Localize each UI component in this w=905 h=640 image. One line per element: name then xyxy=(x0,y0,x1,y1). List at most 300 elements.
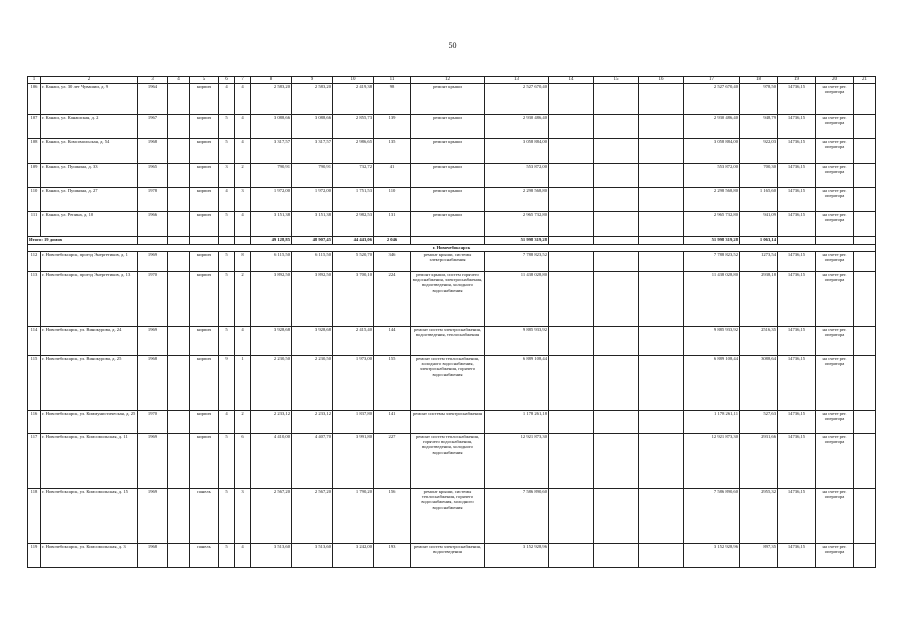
empty-cell xyxy=(639,139,684,164)
table-row xyxy=(28,212,876,237)
empty-cell xyxy=(854,115,876,139)
residents-cell: 193 xyxy=(374,544,411,568)
table-row xyxy=(28,489,876,544)
entrances-cell: 8 xyxy=(235,252,251,272)
column-number: 11 xyxy=(374,77,411,84)
living-area-cell: 1 790,20 xyxy=(333,489,374,544)
residents-cell: 110 xyxy=(374,188,411,212)
city-header-row xyxy=(28,245,876,252)
total-label: Итого: 19 домов xyxy=(28,237,138,245)
year-cell: 1970 xyxy=(138,272,168,327)
total-area-cell: 3 928,68 xyxy=(251,327,292,356)
address-cell: г. Новочебоксарск, ул. Комсомольская, д. 11 xyxy=(41,434,138,489)
empty-cell xyxy=(549,434,594,489)
work-type-cell: ремонт крыши xyxy=(411,115,485,139)
column-number: 19 xyxy=(778,77,816,84)
column-number: 18 xyxy=(740,77,778,84)
empty-cell xyxy=(854,212,876,237)
empty-cell xyxy=(168,164,190,188)
column-number: 9 xyxy=(292,77,333,84)
entrances-cell: 2 xyxy=(235,272,251,327)
year-cell: 1968 xyxy=(138,356,168,411)
empty-cell xyxy=(594,212,639,237)
entrances-cell: 4 xyxy=(235,327,251,356)
column-number: 20 xyxy=(816,77,854,84)
area-cell: 4 407,70 xyxy=(292,434,333,489)
living-area-cell: 2 982,53 xyxy=(333,212,374,237)
row-number: 113 xyxy=(28,272,41,327)
funding-method-cell: на счете рег. оператора xyxy=(816,188,854,212)
residents-cell: 155 xyxy=(374,356,411,411)
cost-per-m2-cell: 700,30 xyxy=(740,164,778,188)
empty-cell xyxy=(168,115,190,139)
funding-method-cell: на счете рег. оператора xyxy=(816,115,854,139)
empty-cell xyxy=(549,272,594,327)
row-number: 116 xyxy=(28,411,41,434)
year-cell: 1968 xyxy=(138,544,168,568)
row-number: 112 xyxy=(28,252,41,272)
empty-cell xyxy=(854,164,876,188)
total-area-cell: 3 317,57 xyxy=(251,139,292,164)
residents-cell: 41 xyxy=(374,164,411,188)
address-cell: г. Канаш, ул. Пушкина, д. 33 xyxy=(41,164,138,188)
empty-cell xyxy=(549,327,594,356)
floors-cell: 5 xyxy=(219,252,235,272)
floors-cell: 5 xyxy=(219,327,235,356)
limit-cost-cell: 14736,15 xyxy=(778,327,816,356)
area-cell: 3 513,60 xyxy=(292,544,333,568)
floors-cell: 5 xyxy=(219,434,235,489)
empty-cell xyxy=(594,115,639,139)
empty-cell xyxy=(549,489,594,544)
floors-cell: 4 xyxy=(219,411,235,434)
work-type-cell: ремонт системы электроснабжения xyxy=(411,411,485,434)
empty-cell xyxy=(594,237,639,245)
address-cell: г. Канаш, ул. Комсомольская, д. 54 xyxy=(41,139,138,164)
cost-per-m2-cell: 1 165,60 xyxy=(740,188,778,212)
living-area-cell: 2 415,40 xyxy=(333,327,374,356)
empty-cell xyxy=(639,212,684,237)
total-area-cell: 3 513,60 xyxy=(251,544,292,568)
year-cell: 1967 xyxy=(138,115,168,139)
empty-cell xyxy=(639,489,684,544)
row-number: 110 xyxy=(28,188,41,212)
cost-total-cell: 3 058 884,00 xyxy=(684,139,740,164)
entrances-cell: 2 xyxy=(235,164,251,188)
floors-cell: 4 xyxy=(219,84,235,115)
empty-cell xyxy=(168,411,190,434)
empty-cell xyxy=(639,188,684,212)
cost-total-cell: 3 152 928,96 xyxy=(684,544,740,568)
empty-cell xyxy=(594,188,639,212)
material-cell: кирпич xyxy=(190,272,219,327)
cost-cell: 7 788 823,52 xyxy=(485,252,549,272)
limit-cost-cell: 14736,15 xyxy=(778,544,816,568)
area-cell: 1 972,00 xyxy=(292,188,333,212)
total-per-m2: 1 063,14 xyxy=(740,237,778,245)
empty-cell xyxy=(549,252,594,272)
cost-per-m2-cell: 978,50 xyxy=(740,84,778,115)
row-number: 119 xyxy=(28,544,41,568)
total-area-cell: 1 972,00 xyxy=(251,188,292,212)
area-cell: 2 567,20 xyxy=(292,489,333,544)
limit-cost-cell: 14736,15 xyxy=(778,84,816,115)
living-area-cell: 2 855,73 xyxy=(333,115,374,139)
empty-cell xyxy=(549,115,594,139)
material-cell: кирпич xyxy=(190,212,219,237)
limit-cost-cell: 14736,15 xyxy=(778,434,816,489)
empty-cell xyxy=(594,164,639,188)
living-area-cell: 1 973,00 xyxy=(333,356,374,411)
limit-cost-cell: 14736,15 xyxy=(778,164,816,188)
work-type-cell: ремонт крыши xyxy=(411,164,485,188)
row-number: 111 xyxy=(28,212,41,237)
empty-cell xyxy=(549,164,594,188)
column-number: 12 xyxy=(411,77,485,84)
area-cell: 3 928,68 xyxy=(292,327,333,356)
material-cell: кирпич xyxy=(190,84,219,115)
table-row xyxy=(28,434,876,489)
funding-method-cell: на счете рег. оператора xyxy=(816,164,854,188)
living-area-cell: 5 520,70 xyxy=(333,252,374,272)
limit-cost-cell: 14736,15 xyxy=(778,212,816,237)
material-cell: кирпич xyxy=(190,434,219,489)
cost-cell: 6 889 108,44 xyxy=(485,356,549,411)
residents-cell: 346 xyxy=(374,252,411,272)
column-number: 14 xyxy=(549,77,594,84)
total-cost17: 51 998 319,28 xyxy=(684,237,740,245)
entrances-cell: 1 xyxy=(235,356,251,411)
cost-cell: 2 298 568,80 xyxy=(485,188,549,212)
empty-cell xyxy=(594,544,639,568)
cost-per-m2-cell: 3088,64 xyxy=(740,356,778,411)
total-area-cell: 6 115,50 xyxy=(251,252,292,272)
total-area: 49 128,85 xyxy=(251,237,292,245)
empty-cell xyxy=(138,237,168,245)
cost-cell: 11 438 028,80 xyxy=(485,272,549,327)
empty-cell xyxy=(594,434,639,489)
total-area-cell: 2 583,20 xyxy=(251,84,292,115)
total-cost: 51 998 319,28 xyxy=(485,237,549,245)
empty-cell xyxy=(854,252,876,272)
cost-total-cell: 553 872,00 xyxy=(684,164,740,188)
material-cell: кирпич xyxy=(190,164,219,188)
work-type-cell: ремонт крыши, систем горячего водоснабжения, электроснабжения, водоотведения, холодного водоснабжения xyxy=(411,272,485,327)
empty-cell xyxy=(854,489,876,544)
empty-cell xyxy=(594,411,639,434)
empty-cell xyxy=(639,411,684,434)
cost-cell: 2 965 732,80 xyxy=(485,212,549,237)
area-cell: 790,91 xyxy=(292,164,333,188)
address-cell: г. Канаш, ул. 30 лет Чувашии, д. 9 xyxy=(41,84,138,115)
residents-cell: 144 xyxy=(374,327,411,356)
funding-method-cell: на счете рег. оператора xyxy=(816,252,854,272)
cost-per-m2-cell: 897,35 xyxy=(740,544,778,568)
total-living-area: 44 443,06 xyxy=(333,237,374,245)
cost-cell: 553 872,00 xyxy=(485,164,549,188)
table-row xyxy=(28,327,876,356)
year-cell: 1969 xyxy=(138,489,168,544)
empty-cell xyxy=(854,84,876,115)
cost-cell: 1 178 261,18 xyxy=(485,411,549,434)
entrances-cell: 6 xyxy=(235,434,251,489)
cost-per-m2-cell: 527,63 xyxy=(740,411,778,434)
total-area-cell: 2 567,20 xyxy=(251,489,292,544)
table-row xyxy=(28,164,876,188)
empty-cell xyxy=(549,237,594,245)
column-number: 6 xyxy=(219,77,235,84)
empty-cell xyxy=(854,272,876,327)
residents-cell: 156 xyxy=(374,489,411,544)
cost-total-cell: 7 788 823,52 xyxy=(684,252,740,272)
empty-cell xyxy=(168,544,190,568)
table-row xyxy=(28,252,876,272)
total-area-cell: 790,91 xyxy=(251,164,292,188)
residents-cell: 98 xyxy=(374,84,411,115)
area-cell: 3 892,50 xyxy=(292,272,333,327)
empty-cell xyxy=(168,434,190,489)
cost-cell: 2 527 670,40 xyxy=(485,84,549,115)
address-cell: г. Новочебоксарск, ул. Винокурова, д. 24 xyxy=(41,327,138,356)
empty-cell xyxy=(639,544,684,568)
funding-method-cell: на счете рег. оператора xyxy=(816,411,854,434)
material-cell: кирпич xyxy=(190,252,219,272)
empty-cell xyxy=(816,237,854,245)
cost-total-cell: 6 889 108,44 xyxy=(684,356,740,411)
limit-cost-cell: 14736,15 xyxy=(778,356,816,411)
empty-cell xyxy=(168,489,190,544)
floors-cell: 5 xyxy=(219,139,235,164)
empty-cell xyxy=(168,252,190,272)
funding-method-cell: на счете рег. оператора xyxy=(816,356,854,411)
year-cell: 1978 xyxy=(138,188,168,212)
residents-cell: 139 xyxy=(374,115,411,139)
empty-cell xyxy=(594,356,639,411)
empty-cell xyxy=(168,139,190,164)
area-cell: 3 151,38 xyxy=(292,212,333,237)
housing-registry-table xyxy=(27,76,876,568)
entrances-cell: 4 xyxy=(235,115,251,139)
year-cell: 1964 xyxy=(138,84,168,115)
row-number: 109 xyxy=(28,164,41,188)
work-type-cell: ремонт крыши, системы теплоснабжения, горячего водоснабжения, холодного водоснабжения xyxy=(411,489,485,544)
empty-cell xyxy=(168,188,190,212)
limit-cost-cell: 14736,15 xyxy=(778,139,816,164)
area-cell: 3 088,66 xyxy=(292,115,333,139)
table-row xyxy=(28,356,876,411)
funding-method-cell: на счете рег. оператора xyxy=(816,544,854,568)
work-type-cell: ремонт систем теплоснабжения, горячего водоснабжения, водоотведения, холодного водоснабжения xyxy=(411,434,485,489)
material-cell: панель xyxy=(190,544,219,568)
total-area-cell: 3 088,66 xyxy=(251,115,292,139)
funding-method-cell: на счете рег. оператора xyxy=(816,139,854,164)
table-row xyxy=(28,84,876,115)
empty-cell xyxy=(549,356,594,411)
living-area-cell: 1 837,80 xyxy=(333,411,374,434)
work-type-cell: ремонт систем электроснабжения, водоотведения xyxy=(411,544,485,568)
living-area-cell: 1 751,53 xyxy=(333,188,374,212)
empty-cell xyxy=(639,115,684,139)
work-type-cell: ремонт крыши xyxy=(411,212,485,237)
empty-cell xyxy=(219,237,235,245)
total-area-cell: 2 230,50 xyxy=(251,356,292,411)
cost-total-cell: 9 885 933,92 xyxy=(684,327,740,356)
row-number: 114 xyxy=(28,327,41,356)
floors-cell: 4 xyxy=(219,188,235,212)
address-cell: г. Канаш, ул. Репина, д. 10 xyxy=(41,212,138,237)
empty-cell xyxy=(639,237,684,245)
cost-total-cell: 2 298 568,80 xyxy=(684,188,740,212)
empty-cell xyxy=(854,356,876,411)
entrances-cell: 4 xyxy=(235,139,251,164)
column-number: 7 xyxy=(235,77,251,84)
table-body xyxy=(28,77,876,568)
year-cell: 1968 xyxy=(138,139,168,164)
limit-cost-cell: 14736,15 xyxy=(778,252,816,272)
row-number: 117 xyxy=(28,434,41,489)
empty-cell xyxy=(639,434,684,489)
cost-cell: 12 921 873,30 xyxy=(485,434,549,489)
cost-per-m2-cell: 922,03 xyxy=(740,139,778,164)
column-number: 10 xyxy=(333,77,374,84)
funding-method-cell: на счете рег. оператора xyxy=(816,489,854,544)
cost-cell: 3 152 928,96 xyxy=(485,544,549,568)
cost-total-cell: 2 527 670,40 xyxy=(684,84,740,115)
empty-cell xyxy=(411,237,485,245)
residents-cell: 227 xyxy=(374,434,411,489)
empty-cell xyxy=(168,356,190,411)
material-cell: кирпич xyxy=(190,356,219,411)
cost-total-cell: 12 921 873,30 xyxy=(684,434,740,489)
table-row xyxy=(28,411,876,434)
floors-cell: 3 xyxy=(219,164,235,188)
cost-per-m2-cell: 2955,32 xyxy=(740,489,778,544)
entrances-cell: 2 xyxy=(235,411,251,434)
cost-per-m2-cell: 1273,54 xyxy=(740,252,778,272)
empty-cell xyxy=(639,84,684,115)
total-row xyxy=(28,237,876,245)
limit-cost-cell: 14736,15 xyxy=(778,115,816,139)
address-cell: г. Новочебоксарск, проезд Энергетиков, д. 1 xyxy=(41,252,138,272)
material-cell: кирпич xyxy=(190,139,219,164)
total-area-cell: 3 151,38 xyxy=(251,212,292,237)
entrances-cell: 4 xyxy=(235,212,251,237)
empty-cell xyxy=(639,164,684,188)
cost-per-m2-cell: 948,79 xyxy=(740,115,778,139)
empty-cell xyxy=(549,411,594,434)
floors-cell: 5 xyxy=(219,544,235,568)
empty-cell xyxy=(778,237,816,245)
empty-cell xyxy=(549,84,594,115)
residents-cell: 141 xyxy=(374,411,411,434)
living-area-cell: 2 986,65 xyxy=(333,139,374,164)
work-type-cell: ремонт крыши xyxy=(411,84,485,115)
area-cell: 2 230,50 xyxy=(292,356,333,411)
limit-cost-cell: 14736,15 xyxy=(778,489,816,544)
table-row xyxy=(28,188,876,212)
row-number: 106 xyxy=(28,84,41,115)
year-cell: 1969 xyxy=(138,252,168,272)
floors-cell: 5 xyxy=(219,489,235,544)
row-number: 107 xyxy=(28,115,41,139)
living-area-cell: 2 419,38 xyxy=(333,84,374,115)
entrances-cell: 4 xyxy=(235,544,251,568)
city-title: г. Новочебоксарск xyxy=(28,245,876,252)
entrances-cell: 3 xyxy=(235,188,251,212)
address-cell: г. Новочебоксарск, ул. Комсомольская, д. 3 xyxy=(41,544,138,568)
table-row xyxy=(28,272,876,327)
cost-cell: 9 885 933,92 xyxy=(485,327,549,356)
empty-cell xyxy=(235,237,251,245)
empty-cell xyxy=(549,139,594,164)
empty-cell xyxy=(168,272,190,327)
empty-cell xyxy=(168,84,190,115)
cost-total-cell: 2 930 486,40 xyxy=(684,115,740,139)
column-number: 13 xyxy=(485,77,549,84)
address-cell: г. Канаш, ул. Канашская, д. 2 xyxy=(41,115,138,139)
cost-per-m2-cell: 941,09 xyxy=(740,212,778,237)
empty-cell xyxy=(639,272,684,327)
material-cell: кирпич xyxy=(190,188,219,212)
address-cell: г. Новочебоксарск, ул. Винокурова, д. 25 xyxy=(41,356,138,411)
funding-method-cell: на счете рег. оператора xyxy=(816,434,854,489)
total-residents: 2 046 xyxy=(374,237,411,245)
cost-cell: 7 586 890,60 xyxy=(485,489,549,544)
area-cell: 2 583,20 xyxy=(292,84,333,115)
cost-cell: 3 058 884,00 xyxy=(485,139,549,164)
cost-per-m2-cell: 2938,18 xyxy=(740,272,778,327)
limit-cost-cell: 14736,15 xyxy=(778,411,816,434)
work-type-cell: ремонт крыши xyxy=(411,139,485,164)
address-cell: г. Новочебоксарск, ул. Комсомольская, д. 15 xyxy=(41,489,138,544)
entrances-cell: 3 xyxy=(235,489,251,544)
column-number: 15 xyxy=(594,77,639,84)
material-cell: кирпич xyxy=(190,411,219,434)
cost-total-cell: 11 438 028,80 xyxy=(684,272,740,327)
cost-total-cell: 7 586 890,60 xyxy=(684,489,740,544)
column-number: 8 xyxy=(251,77,292,84)
living-area-cell: 3 242,00 xyxy=(333,544,374,568)
row-number: 115 xyxy=(28,356,41,411)
empty-cell xyxy=(854,434,876,489)
empty-cell xyxy=(854,188,876,212)
funding-method-cell: на счете рег. оператора xyxy=(816,327,854,356)
empty-cell xyxy=(854,327,876,356)
column-number: 4 xyxy=(168,77,190,84)
funding-method-cell: на счете рег. оператора xyxy=(816,272,854,327)
empty-cell xyxy=(594,272,639,327)
empty-cell xyxy=(594,84,639,115)
empty-cell xyxy=(190,237,219,245)
empty-cell xyxy=(549,188,594,212)
cost-per-m2-cell: 2516,35 xyxy=(740,327,778,356)
column-number: 1 xyxy=(28,77,41,84)
work-type-cell: ремонт систем электроснабжения, водоотведения, теплоснабжения xyxy=(411,327,485,356)
column-number: 16 xyxy=(639,77,684,84)
empty-cell xyxy=(549,212,594,237)
work-type-cell: ремонт крыши, системы электроснабжения xyxy=(411,252,485,272)
empty-cell xyxy=(168,212,190,237)
floors-cell: 5 xyxy=(219,272,235,327)
year-cell: 1966 xyxy=(138,212,168,237)
living-area-cell: 732,72 xyxy=(333,164,374,188)
cost-total-cell: 1 178 261,11 xyxy=(684,411,740,434)
address-cell: г. Канаш, ул. Пушкина, д. 27 xyxy=(41,188,138,212)
empty-cell xyxy=(168,237,190,245)
area-cell: 3 317,57 xyxy=(292,139,333,164)
empty-cell xyxy=(854,139,876,164)
year-cell: 1965 xyxy=(138,164,168,188)
